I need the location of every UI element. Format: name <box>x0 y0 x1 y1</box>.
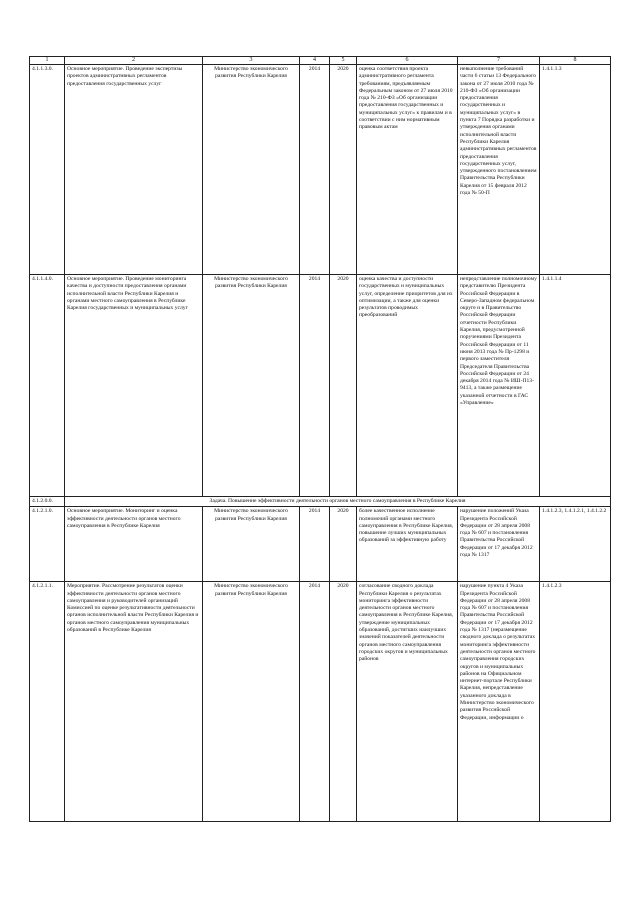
column-number: 6 <box>357 57 458 65</box>
measure-executor: Министерство экономического развития Республики Карелия <box>203 65 300 275</box>
measure-result: оценка качества и доступности государственных и муниципальных услуг, определение приоритетов для их оптимизации, а также для оценки результатов проводимых преобразований <box>357 275 458 497</box>
measure-start-year: 2014 <box>300 65 330 275</box>
measure-link: 1.4.1.2.3 <box>540 582 611 822</box>
measure-start-year: 2014 <box>300 275 330 497</box>
column-number: 4 <box>300 57 330 65</box>
measure-link: 1.4.1.1.4 <box>540 275 611 497</box>
measure-code: 4.1.1.3.0. <box>30 65 65 275</box>
measure-start-year: 2014 <box>300 582 330 822</box>
measure-executor: Министерство экономического развития Республики Карелия <box>203 275 300 497</box>
measures-table <box>29 56 611 822</box>
measure-name: Мероприятие. Рассмотрение результатов оценки эффективности деятельности органов местного самоуправления и руководителей организаций Комиссией по оценке результативности деятельности органов исполнительной власти Республики Карелия и органов местного самоуправления муниципальных образований в Республике Карелия <box>65 582 203 822</box>
table-row <box>30 275 611 497</box>
measure-consequences: нарушение пункта 4 Указа Президента Российской Федерации от 28 апреля 2008 года № 607 и постановления Правительства Российской Федерации от 17 декабря 2012 года № 1317 (неразмещение сводного доклада о результатах мониторинга эффективности деятельности органов местного самоуправления городских округов и муниципальных районов на Официальном интернет-портале Республики Карелия, непредставление указанного доклада в Министерство экономического развития Российской Федерации, информации о <box>458 582 540 822</box>
column-number: 2 <box>65 57 203 65</box>
measure-result: более качественное исполнение полномочий органами местного самоуправления в Республике Карелия, повышение лучших муниципальных образований за эффективную работу <box>357 507 458 582</box>
task-title: Задача. Повышение эффективности деятельности органов местного самоуправления в Республике Карелия <box>65 497 611 507</box>
column-number: 5 <box>330 57 357 65</box>
column-number: 3 <box>203 57 300 65</box>
task-row <box>30 497 611 507</box>
measure-end-year: 2020 <box>330 507 357 582</box>
measure-code: 4.1.1.4.0. <box>30 275 65 497</box>
measure-link: 1.4.1.2.3, 1.4.1.2.1, 1.4.1.2.2 <box>540 507 611 582</box>
measure-consequences: нарушение положений Указа Президента Российской Федерации от 28 апреля 2008 года № 607 и постановления Правительства Российской Федерации от 17 декабря 2012 года № 1317 <box>458 507 540 582</box>
column-number: 8 <box>540 57 611 65</box>
measure-code: 4.1.2.1.0. <box>30 507 65 582</box>
measure-end-year: 2020 <box>330 65 357 275</box>
measure-name: Основное мероприятие. Проведение мониторинга качества и доступности предоставления органами исполнительной власти Республики Карелия и органами местного самоуправления в Республике Карелия государственных и муниципальных услуг <box>65 275 203 497</box>
measure-end-year: 2020 <box>330 582 357 822</box>
column-number: 7 <box>458 57 540 65</box>
measure-end-year: 2020 <box>330 275 357 497</box>
measure-start-year: 2014 <box>300 507 330 582</box>
table-row <box>30 582 611 822</box>
task-code: 4.1.2.0.0. <box>30 497 65 507</box>
measure-consequences: непредставление полномочному представителю Президента Российской Федерации в Северо-Западном федеральном округе и в Правительство Российской Федерации отчетности Республики Карелия, предусмотренной поручениями Президента Российской Федерации от 11 июня 2013 года № Пр-1298 и первого заместителя Председателя Правительства Российской Федерации от 24 декабря 2014 года № ИШ-П13-9413, а также размещение указанной отчетности в ГАС «Управление» <box>458 275 540 497</box>
table-row <box>30 65 611 275</box>
measure-consequences: невыполнение требований части 6 статьи 13 Федерального закона от 27 июля 2010 года № 210-ФЗ «Об организации предоставления государственных и муниципальных услуг» в пункта 7 Порядка разработки и утверждения органами исполнительной власти Республики Карелия административных регламентов предоставления государственных услуг, утвержденного постановлением Правительства Республики Карелия от 15 февраля 2012 года № 50-П <box>458 65 540 275</box>
measure-name: Основное мероприятие. Проведение экспертизы проектов административных регламентов предоставления государственных услуг <box>65 65 203 275</box>
measure-executor: Министерство экономического развития Республики Карелия <box>203 507 300 582</box>
column-number-row <box>30 57 611 65</box>
measure-name: Основное мероприятие. Мониторинг и оценка эффективности деятельности органов местного самоуправления в Республике Карелия <box>65 507 203 582</box>
measure-link: 1.4.1.1.3 <box>540 65 611 275</box>
measure-code: 4.1.2.1.1. <box>30 582 65 822</box>
measure-result: согласование сводного доклада Республики Карелия о результатах мониторинга эффективности деятельности органов местного самоуправления в Республике Карелия, утверждение муниципальных образований, достигших наилучших значений показателей деятельности органов местного самоуправления городских округов и муниципальных районов <box>357 582 458 822</box>
column-number: 1 <box>30 57 65 65</box>
measure-executor: Министерство экономического развития Республики Карелия <box>203 582 300 822</box>
measure-result: оценка соответствия проекта административного регламента требованиям, предъявляемым Федеральным законом от 27 июля 2010 года № 210-ФЗ «Об организации предоставления государственных и муниципальных услуг» к правилам и в соответствии с ним нормативным правовым актам <box>357 65 458 275</box>
table-row <box>30 507 611 582</box>
